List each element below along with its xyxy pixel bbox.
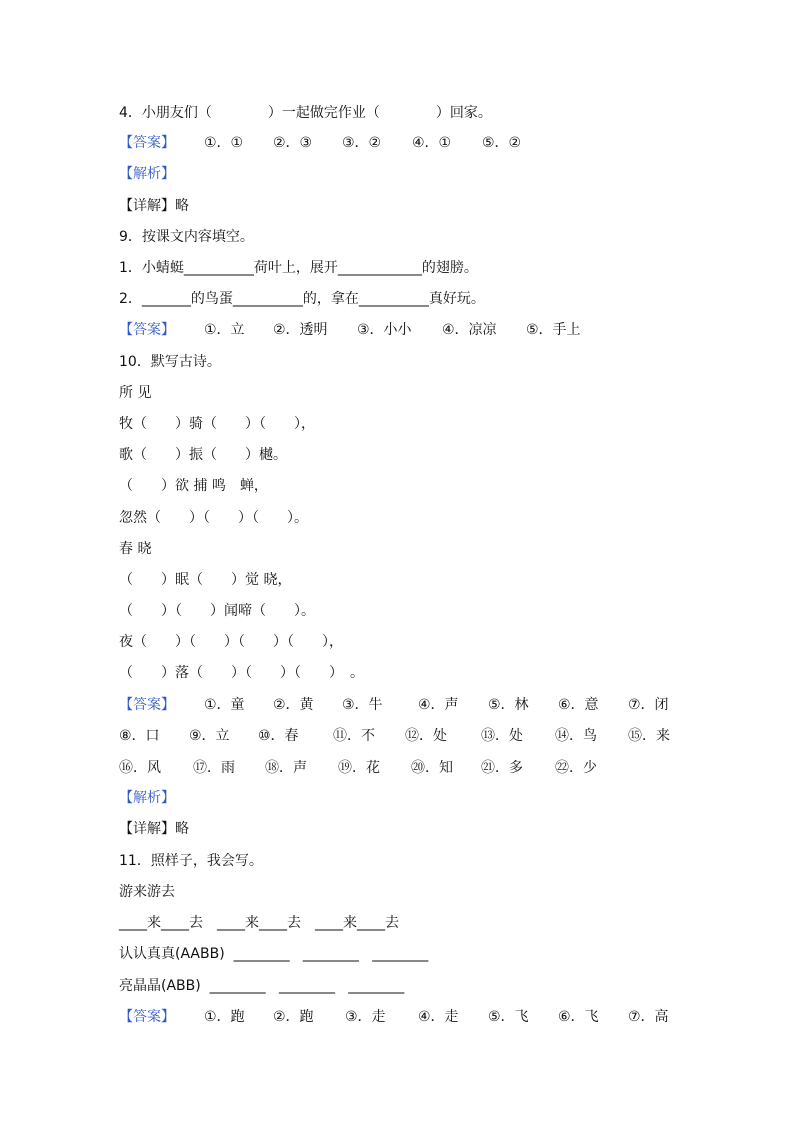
answer-item: ③．走 bbox=[345, 1009, 386, 1025]
answer-item: ⑭．鸟 bbox=[555, 728, 597, 744]
poem-line: 忽然（ ）（ ）（ ）。 bbox=[119, 510, 308, 526]
answer-item: ②．跑 bbox=[273, 1009, 314, 1025]
poem-line: （ ）落（ ）（ ）（ ） 。 bbox=[119, 665, 364, 681]
poem-1-title: 所 见 bbox=[119, 385, 152, 401]
question-11-title: 11．照样子，我会写。 bbox=[119, 853, 263, 869]
analysis-label: 【解析】 bbox=[119, 166, 175, 182]
answer-item: ⑫．处 bbox=[405, 728, 447, 744]
q9-line-1: 1．小蜻蜓__________荷叶上，展开____________的翅膀。 bbox=[119, 260, 478, 276]
answer-item: ④．走 bbox=[418, 1009, 459, 1025]
answer-item: ⑩．春 bbox=[258, 728, 299, 744]
answer-item: ⑤．飞 bbox=[488, 1009, 529, 1025]
question-4-text: 4．小朋友们（ ）一起做完作业（ ）回家。 bbox=[119, 105, 492, 121]
answer-item: ⑥．意 bbox=[558, 697, 599, 713]
answer-item: ㉑．多 bbox=[481, 760, 523, 776]
poem-line: 夜（ ）（ ）（ ）（ ）， bbox=[119, 634, 343, 650]
answer-item: ④．凉凉 bbox=[442, 322, 497, 338]
answer-item: ①．立 bbox=[204, 322, 245, 338]
answer-item: ③．小小 bbox=[357, 322, 412, 338]
answer-label: 【答案】 bbox=[119, 322, 175, 338]
answer-item: ①．① bbox=[204, 135, 244, 151]
poem-line: 歌（ ）振（ ）樾。 bbox=[119, 447, 287, 463]
answer-item: ⑲．花 bbox=[338, 760, 380, 776]
answer-item: ⑤．手上 bbox=[526, 322, 581, 338]
poem-line: （ ）欲 捕 鸣 蝉， bbox=[119, 478, 268, 494]
answer-item: ⑳．知 bbox=[411, 760, 453, 776]
q11-line-1: ____来____去 ____来____去 ____来____去 bbox=[119, 915, 399, 931]
answer-label: 【答案】 bbox=[119, 135, 175, 151]
detail-text: 【详解】略 bbox=[119, 821, 189, 837]
answer-item: ②．黄 bbox=[273, 697, 314, 713]
answer-item: ⑰．雨 bbox=[193, 760, 235, 776]
answer-item: ⑯．风 bbox=[119, 760, 161, 776]
answer-item: ⑤．② bbox=[482, 135, 522, 151]
question-10-title: 10．默写古诗。 bbox=[119, 354, 221, 370]
answer-item: ③．② bbox=[342, 135, 382, 151]
answer-item: ⑪．不 bbox=[333, 728, 375, 744]
answer-item: ①．跑 bbox=[204, 1009, 245, 1025]
answer-item: ④．声 bbox=[418, 697, 459, 713]
answer-label: 【答案】 bbox=[119, 697, 175, 713]
answer-item: ⑤．林 bbox=[488, 697, 529, 713]
answer-item: ⑬．处 bbox=[481, 728, 523, 744]
answer-item: ⑨．立 bbox=[189, 728, 230, 744]
poem-2-title: 春 晓 bbox=[119, 541, 152, 557]
answer-item: ①．童 bbox=[204, 697, 245, 713]
answer-item: ②．③ bbox=[273, 135, 313, 151]
poem-line: （ ）眠（ ）觉 晓， bbox=[119, 572, 292, 588]
answer-item: ③．牛 bbox=[342, 697, 383, 713]
answer-item: ②．透明 bbox=[273, 322, 328, 338]
answer-item: ⑥．飞 bbox=[558, 1009, 599, 1025]
answer-item: ⑮．来 bbox=[628, 728, 670, 744]
poem-line: 牧（ ）骑（ ）（ ）， bbox=[119, 416, 315, 432]
answer-label: 【答案】 bbox=[119, 1009, 175, 1025]
detail-text: 【详解】略 bbox=[119, 198, 189, 214]
question-9-title: 9．按课文内容填空。 bbox=[119, 229, 254, 245]
answer-item: ㉒．少 bbox=[555, 760, 597, 776]
answer-item: ⑧．口 bbox=[119, 728, 160, 744]
q9-line-2: 2．_______的鸟蛋__________的，拿在__________真好玩。 bbox=[119, 291, 485, 307]
q11-line-3: 亮晶晶(ABB) ________ ________ ________ bbox=[119, 978, 405, 994]
q11-line-2: 认认真真(AABB) ________ ________ ________ bbox=[119, 946, 429, 962]
poem-line: （ ）（ ）闻啼（ ）。 bbox=[119, 603, 315, 619]
q11-example: 游来游去 bbox=[119, 884, 175, 900]
answer-item: ⑱．声 bbox=[265, 760, 307, 776]
answer-item: ④．① bbox=[412, 135, 452, 151]
answer-item: ⑦．高 bbox=[628, 1009, 669, 1025]
answer-item: ⑦．闭 bbox=[628, 697, 669, 713]
analysis-label: 【解析】 bbox=[119, 790, 175, 806]
